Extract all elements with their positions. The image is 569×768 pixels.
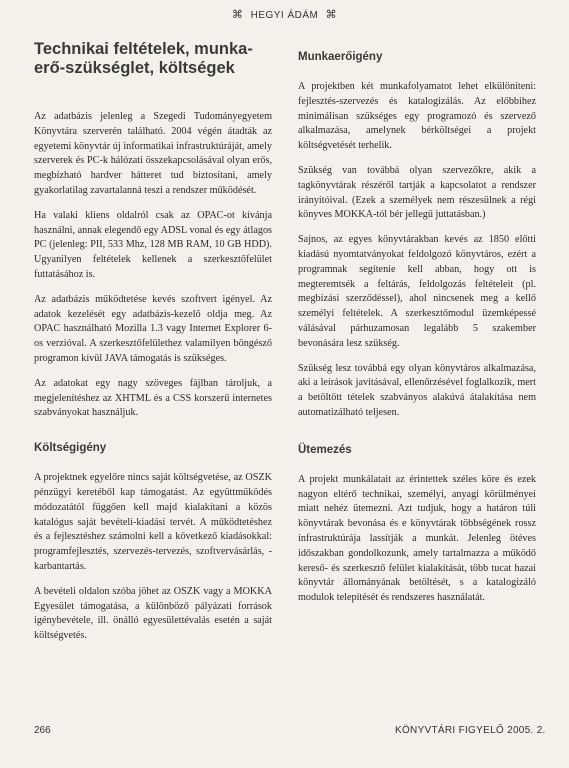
paragraph: Szükség lesz továbbá egy olyan könyvtáros alkalmazása, aki a leírások javításával, ellenőrzésével foglalkozik, mert a betöltött tételek szabványos alakúvá átalakítása nem automatizálható teljesen.	[298, 362, 536, 418]
paragraph: A projekt munkálatait az érintettek széles köre és ezek nagyon eltérő technikai, személyi, anyagi körülményei miatt nehéz ütemezni. Azt tudjuk, hogy a határon túli könyvtárak bevonása és e könyvtárak többségének rossz infrastruktúrája lassítják a munkát. Jelenleg ötéves időszakban gondolkozunk, amely tartalmazza a működő kereső- és szerkesztő felület kialakítását, több tucat hazai könyvtár állományának betöltését, s a katalogizáló modulok telepítését és rendszeres használatát.	[298, 473, 536, 604]
page-number: 266	[34, 725, 51, 736]
ornament-icon-left: ⌘	[231, 9, 244, 21]
paragraph: A bevételi oldalon szóba jöhet az OSZK vagy a MOKKA Egyesület támogatása, a különböző pályázati források igénybevétele, ill. önálló egyesülettévalás esetén a saját költségvetés.	[34, 585, 272, 642]
ornament-icon-right: ⌘	[325, 9, 338, 21]
paragraph: Szükség van továbbá olyan szervezőkre, akik a tagkönyvtárak részéről tartják a kapcsolatot a rendszer irányítóival. (Ezek a személyek nem részesülnek a régi könyves MOKKA-tól bér jellegű juttatásban.)	[298, 164, 536, 221]
journal-name: KÖNYVTÁRI FIGYELŐ 2005. 2.	[395, 725, 546, 736]
left-column	[34, 40, 272, 654]
section-heading-koltsegigeny: Költségigény	[34, 442, 107, 455]
paragraph: Sajnos, az egyes könyvtárakban kevés az 1850 előtti kiadású nyomtatványokat feldolgozó könyvtáros, ezért a programnak segítenie kell abban, hogy ott is megteremtsék a feltárás, feldolgozás feltételeit (pl. megbízási szerződéssel), ahol nincsenek meg a kellő személyi feltételek. A szerkesztőmodul üzemképessé válásával párhuzamosan legalább 5 szakember bevonására lesz szükség.	[298, 234, 536, 349]
paragraph: Ha valaki kliens oldalról csak az OPAC-ot kívánja használni, annak elegendő egy ADSL vonal és egy átlagos PC (jelenleg: PII, 533 Mhz, 128 MB RAM, 10 GB HDD). Ugyanilyen feltételek kellenek a szerkesztőfelület futtatásához is.	[34, 209, 272, 280]
section-heading-munkaeroigeny: Munkaerőigény	[298, 51, 383, 63]
section-heading-utemezes: Ütemezés	[298, 443, 352, 456]
paragraph: Az adatbázis jelenleg a Szegedi Tudományegyetem Könyvtára szerverén található. 2004 végén átadták az egyetemi könyvtár új informatikai infrastruktúráját, amely szerverek és PC-k hálózati összekapcsolásával olyan erős, megbízható hardver hátteret tud biztosítani, amely gyakorlatilag zavartalanná teszi a rendszer működését.	[34, 111, 272, 196]
paragraph: A projektben két munkafolyamatot lehet elkülöníteni: fejlesztés-szervezés és katalogizálás. Az előbbihez minimálisan szükséges egy programozó és szervező alkalmazása, amelynek bérköltségei a projekt költségvetését terhelik.	[298, 81, 536, 152]
running-header	[0, 8, 569, 24]
author-name: HEGYI ÁDÁM	[250, 10, 319, 21]
paragraph: Az adatbázis működtetése kevés szoftvert igényel. Az adatok kezelését egy adatbázis-kezelő oldja meg. Az OPAC használható Mozilla 1.3 vagy Internet Explorer 6-os verzióval. A szerkesztőfelülethez valamilyen böngésző programon kívül JAVA támogatás is szükséges.	[34, 293, 272, 364]
right-column	[298, 50, 536, 616]
paragraph: Az adatokat egy nagy szöveges fájlban tároljuk, a megjelenítéshez az XHTML és a CSS korszerű internetes szabványokat használjuk.	[34, 377, 272, 419]
article-section-title: Technikai feltételek, munka-erő-szükséglet, költségek	[34, 40, 253, 77]
paragraph: A projektnek egyelőre nincs saját költségvetése, az OSZK pénzügyi keretéből kap támogatást. Az együttműködés módozatától függően kell majd kialakítani a közös katalógus saját bevételi-kiadási tervét. A működtetéshez és a fejlesztéshez számolni kell a következő kiadásokkal: programfejlesztés, szervezés-tervezés, szoftvervásárlás, -karbantartás.	[34, 472, 272, 572]
